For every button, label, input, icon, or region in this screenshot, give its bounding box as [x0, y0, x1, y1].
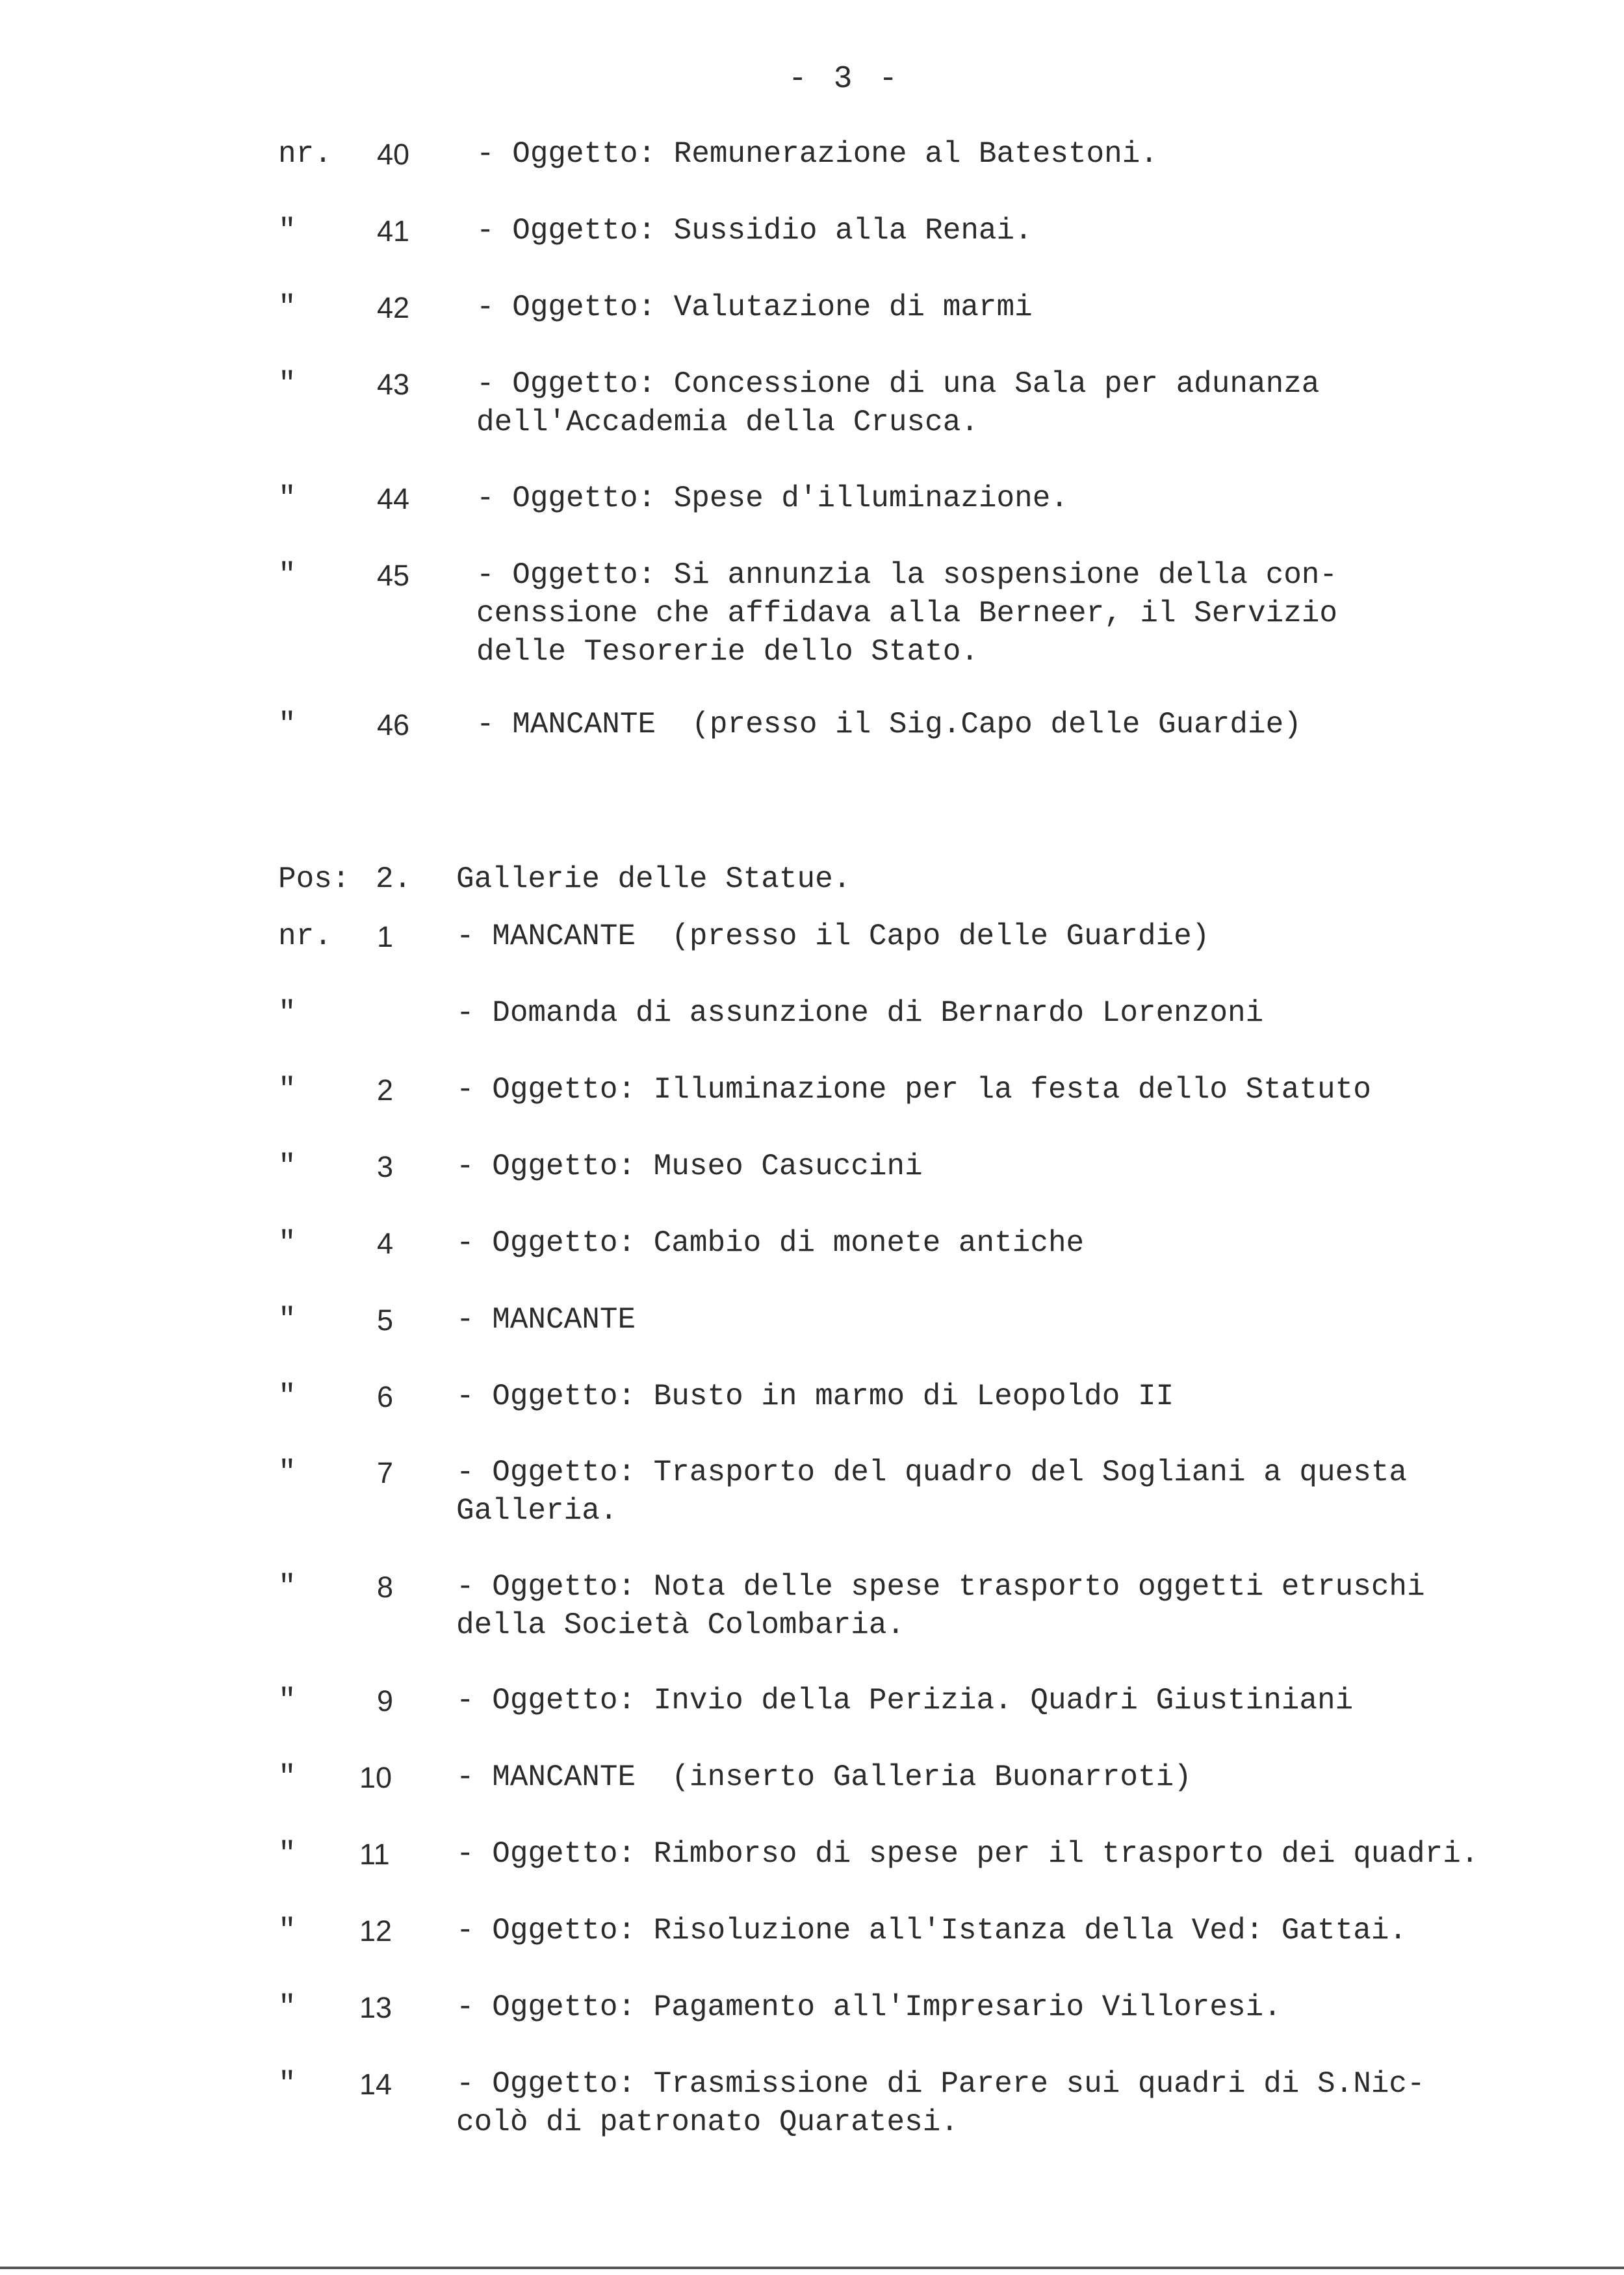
scan-edge-divider [0, 2267, 1624, 2269]
entry-text: - Oggetto: Invio della Perizia. Quadri Giustiniani [456, 1684, 1354, 1717]
entry-prefix: " [278, 214, 296, 248]
entry-prefix: " [278, 708, 296, 741]
pos-title: Gallerie delle Statue. [456, 862, 851, 896]
entry-number: 1 [377, 920, 394, 953]
entry-number: 4 [377, 1227, 394, 1260]
entry-number: 5 [377, 1304, 394, 1337]
entry-prefix: " [278, 1303, 296, 1337]
entry-prefix: " [278, 1226, 296, 1260]
entry-prefix: " [278, 1380, 296, 1413]
entry-number: 3 [377, 1150, 394, 1183]
entry-text: - Oggetto: Rimborso di spese per il trasporto dei quadri. [456, 1837, 1479, 1871]
entry-prefix: " [278, 1150, 296, 1183]
entry-prefix: " [278, 482, 296, 515]
entry-prefix: " [278, 1570, 296, 1604]
entry-text: - Oggetto: Si annunzia la sospensione della con- censsione che affidava alla Berneer, il Servizio delle Tesorerie dello Stato. [476, 558, 1338, 669]
entry-text: - MANCANTE [456, 1303, 636, 1337]
entry-number: 2 [377, 1073, 394, 1107]
entry-prefix: " [278, 996, 296, 1030]
entry-prefix: " [278, 1990, 296, 2024]
entry-prefix: " [278, 1073, 296, 1107]
entry-number: 45 [377, 559, 410, 592]
entry-number: 8 [377, 1571, 394, 1604]
entry-number: 10 [359, 1761, 393, 1794]
entry-text: - Oggetto: Sussidio alla Renai. [476, 214, 1033, 248]
entry-prefix: " [278, 1914, 296, 1947]
entry-number: 9 [377, 1684, 394, 1717]
entry-prefix: " [278, 1456, 296, 1489]
entry-text: - Oggetto: Trasporto del quadro del Sogliani a questa Galleria. [456, 1456, 1408, 1528]
entry-text: - Domanda di assunzione di Bernardo Lorenzoni [456, 996, 1264, 1030]
entry-prefix: " [278, 558, 296, 592]
entry-text: - Oggetto: Spese d'illuminazione. [476, 482, 1068, 515]
entry-number: 13 [359, 1991, 393, 2024]
entry-number: 12 [359, 1914, 393, 1947]
entry-prefix: " [278, 1837, 296, 1871]
entry-text: - Oggetto: Valutazione di marmi [476, 290, 1033, 324]
entry-text: - Oggetto: Trasmissione di Parere sui quadri di S.Nic- colò di patronato Quaratesi. [456, 2067, 1425, 2139]
entry-number: 6 [377, 1380, 394, 1413]
entry-number: 40 [377, 138, 410, 171]
entry-number: 11 [359, 1838, 390, 1871]
entry-text: - Oggetto: Remunerazione al Batestoni. [476, 137, 1158, 171]
entry-number: 43 [377, 368, 410, 401]
entry-prefix: nr. [278, 919, 332, 953]
entry-text: - Oggetto: Museo Casuccini [456, 1150, 923, 1183]
pos-number: 2. [376, 862, 412, 896]
entry-text: - Oggetto: Nota delle spese trasporto oggetti etruschi della Società Colombaria. [456, 1570, 1425, 1642]
entry-number: 44 [377, 482, 410, 515]
entry-text: - Oggetto: Busto in marmo di Leopoldo II [456, 1380, 1174, 1413]
entry-text: - MANCANTE (presso il Capo delle Guardie) [456, 919, 1210, 953]
pos-label: Pos: [278, 862, 350, 896]
entry-prefix: nr. [278, 137, 332, 171]
entry-text: - MANCANTE (presso il Sig.Capo delle Guardie) [476, 708, 1302, 741]
entry-prefix: " [278, 2067, 296, 2101]
entry-number: 46 [377, 708, 410, 741]
entry-text: - Oggetto: Cambio di monete antiche [456, 1226, 1085, 1260]
entry-number: 42 [377, 291, 410, 324]
entry-text: - Oggetto: Concessione di una Sala per adunanza dell'Accademia della Crusca. [476, 367, 1320, 439]
page-number: - 3 - [788, 62, 902, 97]
entry-prefix: " [278, 367, 296, 401]
entry-number: 14 [359, 2068, 393, 2101]
entry-number: 41 [377, 214, 410, 248]
entry-text: - MANCANTE (inserto Galleria Buonarroti) [456, 1760, 1192, 1794]
entry-number: 7 [377, 1456, 394, 1489]
entry-text: - Oggetto: Illuminazione per la festa dello Statuto [456, 1073, 1371, 1107]
entry-text: - Oggetto: Risoluzione all'Istanza della Ved: Gattai. [456, 1914, 1408, 1947]
entry-prefix: " [278, 290, 296, 324]
entry-prefix: " [278, 1684, 296, 1717]
entry-text: - Oggetto: Pagamento all'Impresario Villoresi. [456, 1990, 1282, 2024]
entry-prefix: " [278, 1760, 296, 1794]
